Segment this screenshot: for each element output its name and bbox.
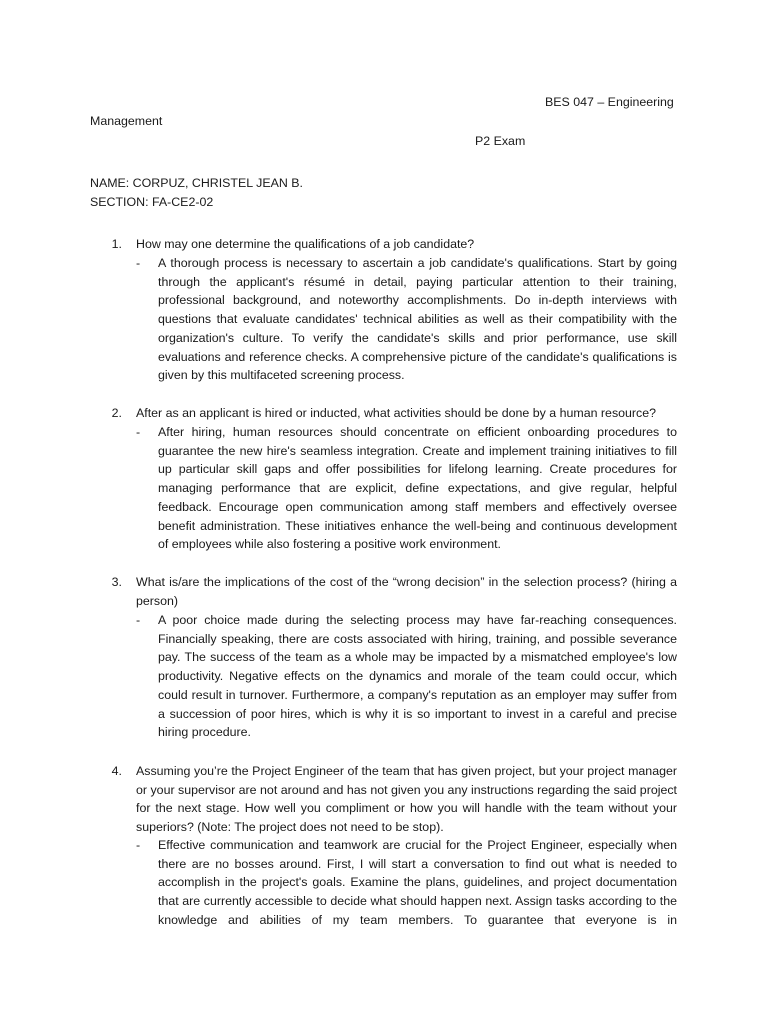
bullet-dash: - xyxy=(136,613,141,627)
answer-text: Effective communication and teamwork are crucial for the Project Engineer, especially when there are no bosses around. First, I will start a conversation to find out what is needed to accomplish in the project's goals. Examine the plans, guidelines, and project documentation that are currently accessible to decide what should happen next. Assign tasks according to the knowledge and abilities of my team members. To guarantee that everyone is in xyxy=(158,838,677,927)
answer-text: A poor choice made during the selecting process may have far-reaching consequences. Financially speaking, there are costs associated with hiring, training, and possible severance pay. The success of the team as a whole may be impacted by a mismatched employee's low productivity. Negative effects on the dynamics and morale of the team could occur, which could result in turnover. Furthermore, a company's reputation as an employer may suffer from a succession of poor hires, which is why it is so important to invest in a careful and precise hiring procedure. xyxy=(158,613,677,740)
question-text: After as an applicant is hired or inducted, what activities should be done by a human resource? xyxy=(136,406,657,420)
question-text: What is/are the implications of the cost of the “wrong decision” in the selection process? (hiring a person) xyxy=(136,575,677,608)
question-number: 3. xyxy=(111,575,122,589)
bullet-dash: - xyxy=(136,256,141,270)
bullet-dash: - xyxy=(136,838,141,852)
exam-label: P2 Exam xyxy=(475,134,526,148)
question-number: 2. xyxy=(111,406,122,420)
question-number: 4. xyxy=(111,764,122,778)
answer-text: After hiring, human resources should concentrate on efficient onboarding procedures to guarantee the new hire's seamless integration. Create and implement training initiatives to fill up particular skill gaps and offer possibilities for lifelong learning. Create procedures for managing performance that are explicit, define expectations, and give regular, helpful feedback. Encourage open communication among staff members and effectively oversee benefit administration. These initiatives enhance the well-being and continuous development of employees while also fostering a positive work environment. xyxy=(158,425,677,552)
student-name: NAME: CORPUZ, CHRISTEL JEAN B. xyxy=(90,176,303,190)
student-section: SECTION: FA-CE2-02 xyxy=(90,195,214,209)
question-number: 1. xyxy=(111,237,122,251)
bullet-dash: - xyxy=(136,425,141,439)
course-title-continued: Management xyxy=(90,114,163,128)
question-text: Assuming you’re the Project Engineer of the team that has given project, but your project manager or your supervisor are not around and has not given you any instructions regarding the said project for the next stage. How well you compliment or how you will handle with the team without your superiors? (Note: The project does not need to be stop). xyxy=(136,764,677,835)
question-text: How may one determine the qualifications of a job candidate? xyxy=(136,237,475,251)
answer-text: A thorough process is necessary to ascertain a job candidate's qualifications. Start by going through the applicant's résumé in detail, paying particular attention to their training, professional background, and noteworthy accomplishments. Do in-depth interviews with questions that evaluate candidates' technical abilities as well as their compatibility with the organization's culture. To verify the candidate's skills and prior performance, use skill evaluations and reference checks. A comprehensive picture of the candidate's qualifications is given by this multifaceted screening process. xyxy=(158,256,677,383)
course-title: BES 047 – Engineering xyxy=(545,95,674,109)
